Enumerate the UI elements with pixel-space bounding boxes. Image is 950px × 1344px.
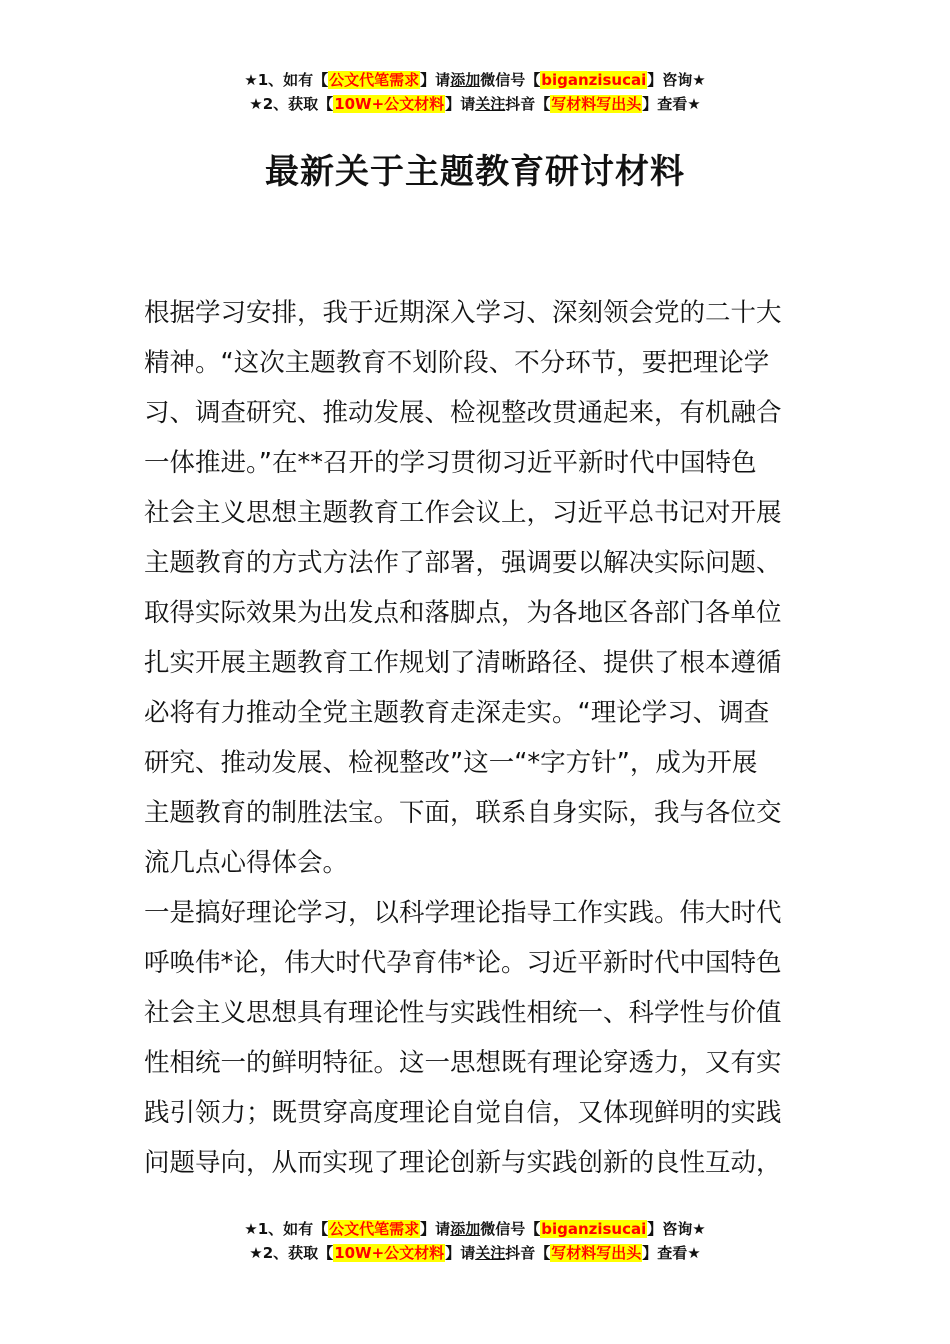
banner-highlight: 10W+公文材料	[334, 95, 445, 113]
footer-banner	[0, 1217, 950, 1265]
banner-text: 】请	[420, 1220, 451, 1238]
document-title: 最新关于主题教育研讨材料	[265, 152, 685, 192]
banner-emphasis: 添加	[450, 71, 481, 89]
banner-line-1	[0, 68, 950, 92]
banner-text: 抖音【	[505, 1244, 551, 1262]
banner-highlight: 公文代笔需求	[329, 71, 420, 89]
banner-highlight: 10W+公文材料	[334, 1244, 445, 1262]
body-line: 根据学习安排，我于近期深入学习、深刻领会党的二十大	[144, 298, 782, 328]
banner-text: 抖音【	[505, 95, 551, 113]
banner-text: ★2、获取【	[249, 95, 334, 113]
body-line: 社会主义思想具有理论性与实践性相统一、科学性与价值	[144, 998, 782, 1028]
body-line: 性相统一的鲜明特征。这一思想既有理论穿透力，又有实	[144, 1048, 782, 1078]
banner-text: 】咨询★	[647, 1220, 706, 1238]
body-line: 问题导向，从而实现了理论创新与实践创新的良性互动，	[144, 1148, 782, 1178]
body-line: 扎实开展主题教育工作规划了清晰路径、提供了根本遵循	[144, 648, 782, 678]
body-line: 呼唤伟*论，伟大时代孕育伟*论。习近平新时代中国特色	[144, 948, 782, 978]
body-line: 研究、推动发展、检视整改”这一“*字方针”，成为开展	[144, 748, 758, 778]
banner-text: 微信号【	[480, 71, 541, 89]
document-body	[144, 288, 808, 1188]
banner-text: 】查看★	[642, 95, 701, 113]
banner-text: ★2、获取【	[249, 1244, 334, 1262]
banner-text: 】请	[445, 1244, 476, 1262]
banner-text: ★1、如有【	[244, 1220, 329, 1238]
banner-emphasis: 关注	[475, 95, 506, 113]
banner-emphasis: 添加	[450, 1220, 481, 1238]
banner-line-2	[0, 92, 950, 116]
body-line: 践引领力；既贯穿高度理论自觉自信，又体现鲜明的实践	[144, 1098, 782, 1128]
banner-emphasis: 关注	[475, 1244, 506, 1262]
body-line: 一体推进。”在**召开的学习贯彻习近平新时代中国特色	[144, 448, 757, 478]
banner-text: ★1、如有【	[244, 71, 329, 89]
body-line: 主题教育的方式方法作了部署，强调要以解决实际问题、	[144, 548, 782, 578]
body-line: 一是搞好理论学习，以科学理论指导工作实践。伟大时代	[144, 898, 782, 928]
banner-line-1	[0, 1217, 950, 1241]
banner-highlight: 写材料写出头	[551, 1244, 642, 1262]
banner-highlight: 写材料写出头	[551, 95, 642, 113]
banner-text: 】请	[445, 95, 476, 113]
banner-highlight: biganzisucai	[541, 71, 647, 89]
body-line: 主题教育的制胜法宝。下面，联系自身实际，我与各位交	[144, 798, 782, 828]
body-line: 流几点心得体会。	[144, 848, 349, 878]
banner-text: 】咨询★	[647, 71, 706, 89]
body-line: 精神。“这次主题教育不划阶段、不分环节，要把理论学	[144, 348, 770, 378]
banner-text: 】请	[420, 71, 451, 89]
banner-highlight: biganzisucai	[541, 1220, 647, 1238]
body-line: 社会主义思想主题教育工作会议上，习近平总书记对开展	[144, 498, 782, 528]
banner-text: 】查看★	[642, 1244, 701, 1262]
body-line: 必将有力推动全党主题教育走深走实。“理论学习、调查	[144, 698, 770, 728]
body-line: 习、调查研究、推动发展、检视整改贯通起来，有机融合	[144, 398, 782, 428]
banner-text: 微信号【	[480, 1220, 541, 1238]
body-line: 取得实际效果为出发点和落脚点，为各地区各部门各单位	[144, 598, 782, 628]
banner-highlight: 公文代笔需求	[329, 1220, 420, 1238]
banner-line-2	[0, 1241, 950, 1265]
header-banner	[0, 68, 950, 116]
